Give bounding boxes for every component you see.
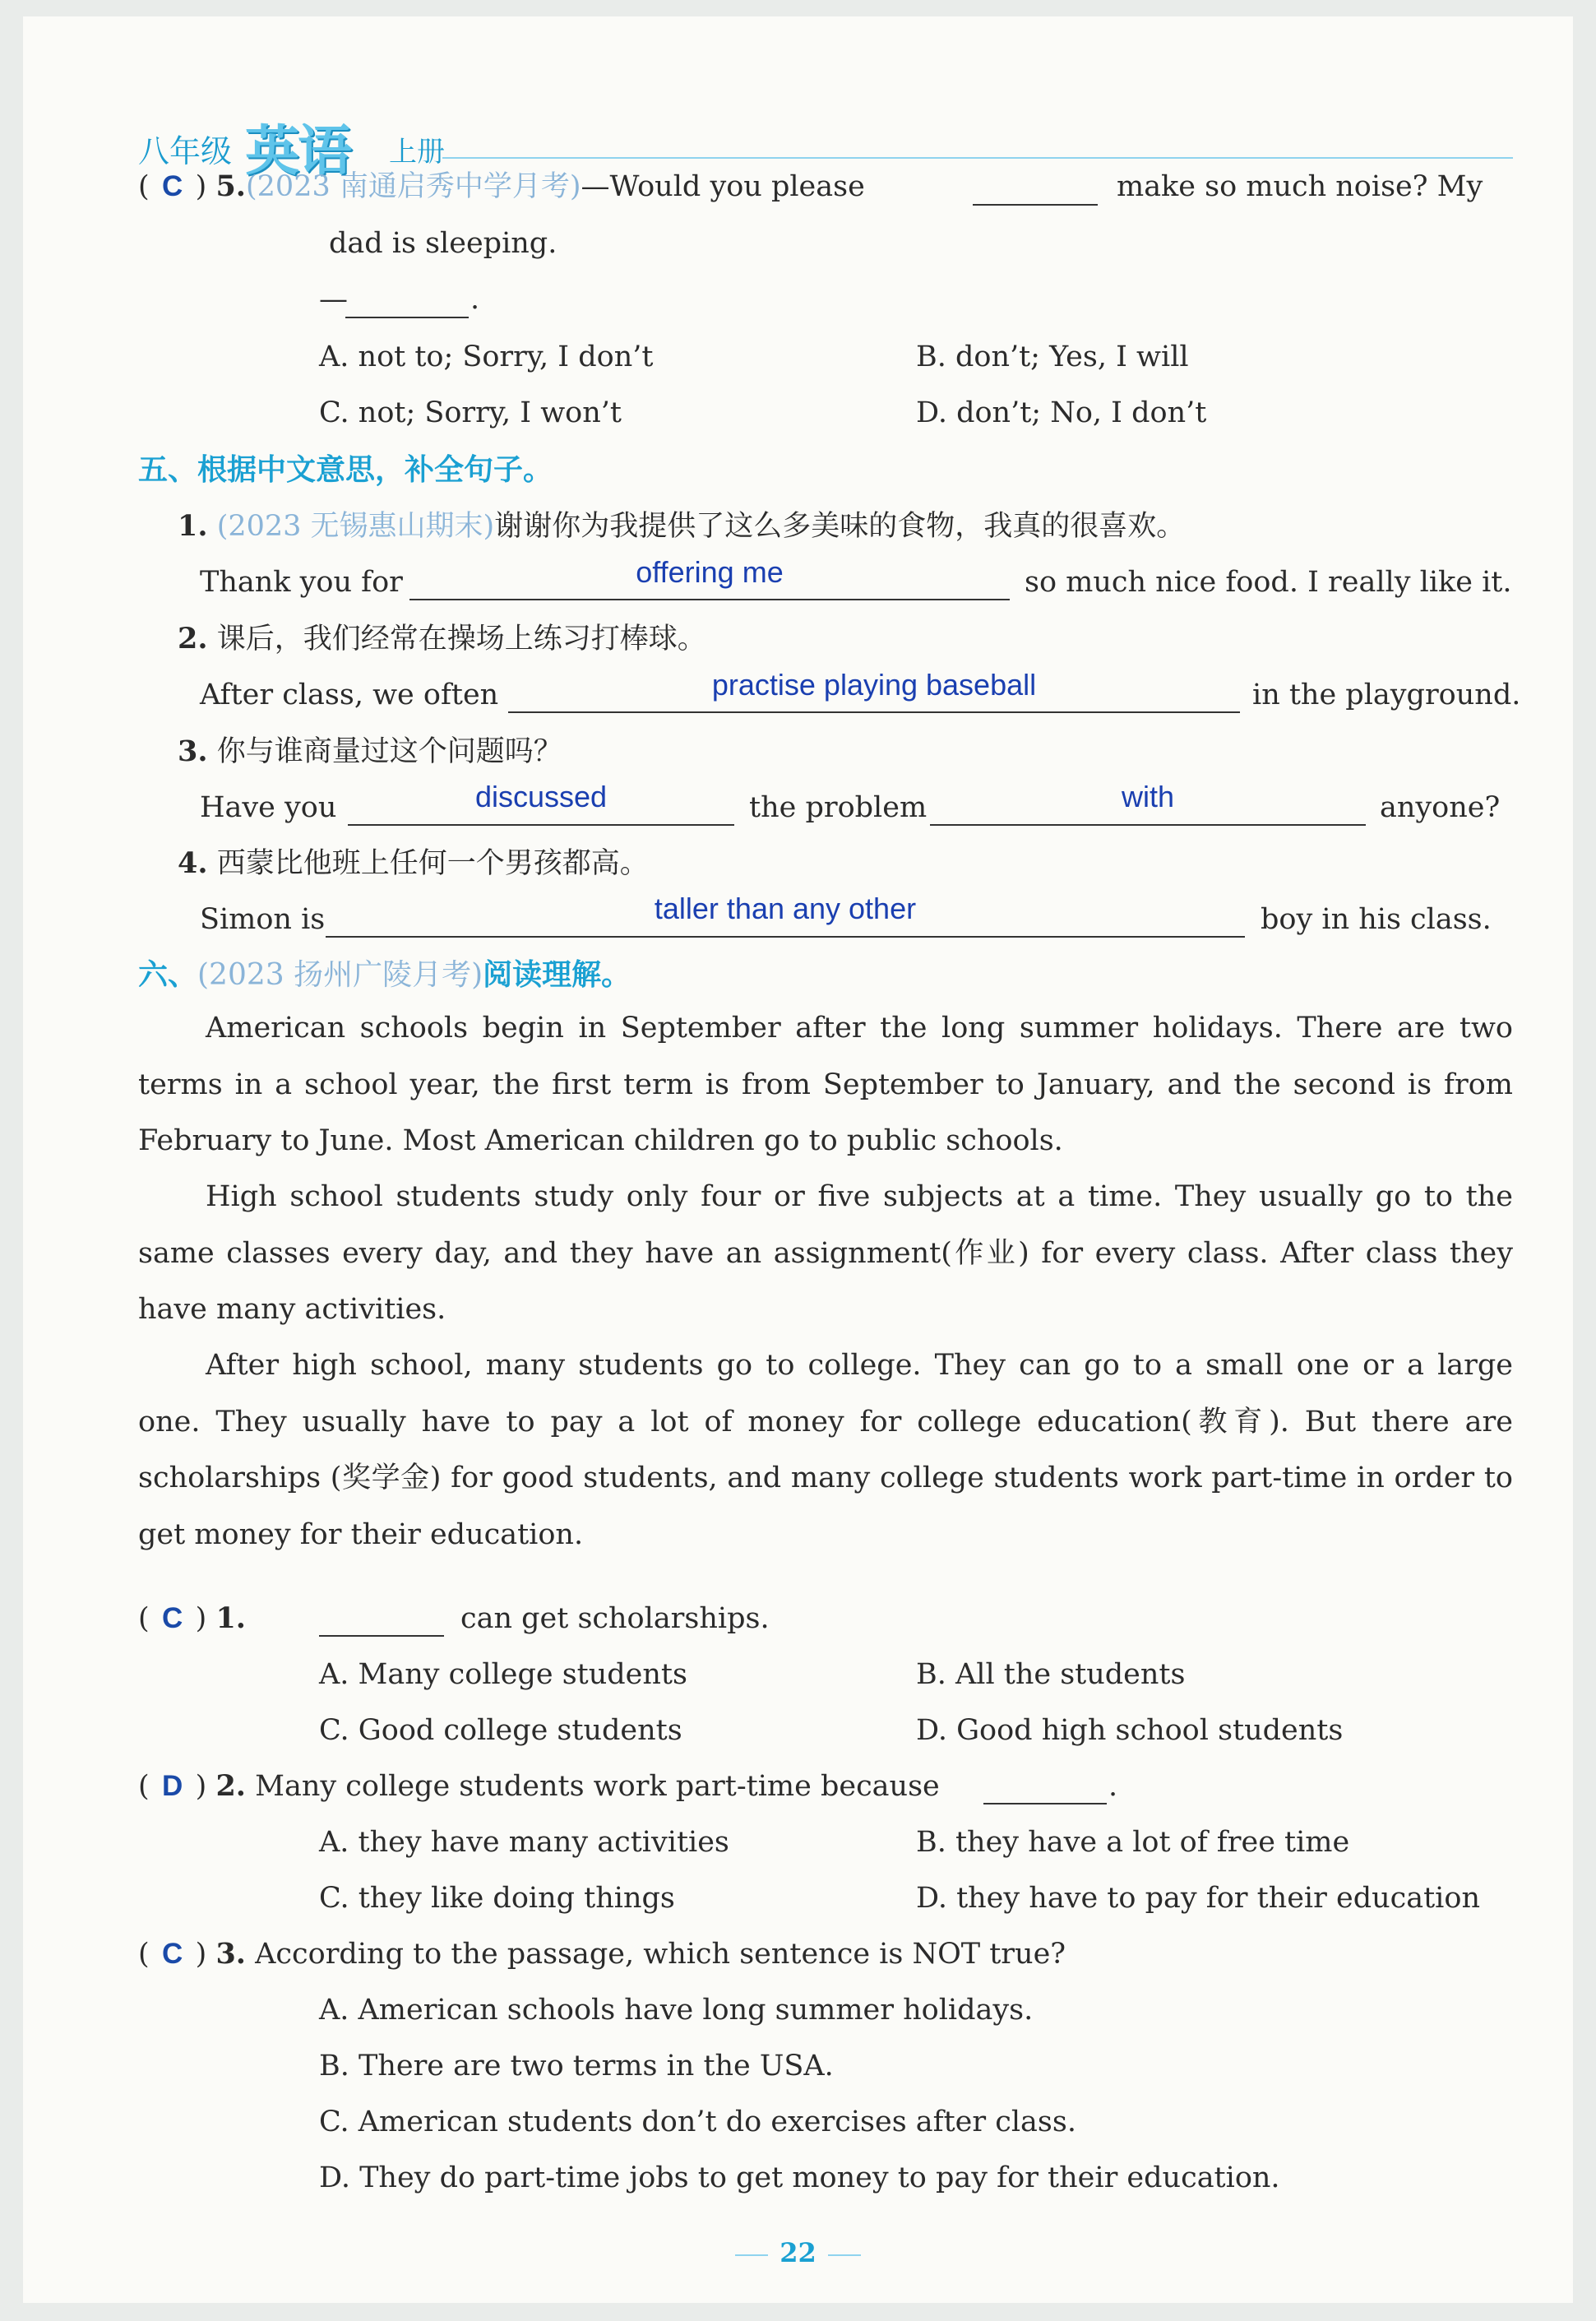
footer-dash-right bbox=[828, 2254, 861, 2256]
q5-option-d: D. don’t; No, I don’t bbox=[916, 396, 1207, 429]
s5-q2-en-a: After class, we often bbox=[200, 679, 499, 711]
s5-q3-blank-2 bbox=[930, 824, 1366, 826]
r-q1-blank bbox=[319, 1635, 444, 1637]
worksheet-page bbox=[23, 16, 1573, 2303]
s5-q4-blank bbox=[326, 936, 1245, 938]
s5-q2-number: 2. bbox=[178, 622, 208, 656]
r-q2-option-c: C. they like doing things bbox=[319, 1882, 675, 1915]
s5-q2-cn-line bbox=[178, 621, 706, 657]
r-q1-option-b: B. All the students bbox=[916, 1658, 1186, 1691]
s5-q2-blank bbox=[508, 711, 1240, 713]
r-q3-option-c: C. American students don’t do exercises after class. bbox=[319, 2106, 1076, 2138]
r-q2-period: . bbox=[1108, 1770, 1118, 1803]
s5-q1-en-b: so much nice food. I really like it. bbox=[1025, 566, 1512, 599]
r-q3-answer: C bbox=[162, 1938, 183, 1970]
r-q2-option-a: A. they have many activities bbox=[319, 1826, 729, 1859]
r-q3-option-b: B. There are two terms in the USA. bbox=[319, 2050, 834, 2082]
s5-q1-en-a: Thank you for bbox=[200, 566, 403, 599]
footer-dash-left bbox=[735, 2254, 768, 2256]
section6-title-b: 阅读理解。 bbox=[483, 958, 631, 992]
q5-source: (2023 南通启秀中学月考) bbox=[246, 170, 581, 203]
s5-q3-en-mid: the problem bbox=[749, 791, 928, 824]
q5-reply-period: . bbox=[470, 283, 480, 316]
q5-option-c: C. not; Sorry, I won’t bbox=[319, 396, 622, 429]
header-grade: 八年级 bbox=[138, 133, 233, 169]
s5-q1-cn: 谢谢你为我提供了这么多美味的食物，我真的很喜欢。 bbox=[494, 510, 1186, 543]
s5-q4-fill: taller than any other bbox=[654, 892, 917, 925]
page-header bbox=[138, 103, 1513, 183]
q5-answer: C bbox=[162, 170, 183, 202]
s5-q4-en-a: Simon is bbox=[200, 903, 326, 936]
r-q3-stem: According to the passage, which sentence is NOT true? bbox=[255, 1938, 1066, 1971]
r-q3-option-a: A. American schools have long summer holidays. bbox=[319, 1994, 1034, 2027]
r-q2-option-d: D. they have to pay for their education bbox=[916, 1882, 1480, 1915]
s5-q3-fill-2: with bbox=[1121, 780, 1175, 813]
r-q2-answer: D bbox=[162, 1770, 183, 1802]
r-q2-number: 2. bbox=[215, 1769, 246, 1803]
r-q1-option-d: D. Good high school students bbox=[916, 1714, 1344, 1747]
section6-title-a: 六、 bbox=[138, 958, 198, 992]
s5-q3-en-b: anyone? bbox=[1380, 791, 1501, 824]
header-subject: 英语 bbox=[245, 119, 350, 183]
r-q3-number: 3. bbox=[215, 1937, 246, 1971]
r-q3-stem-line: ( C ) 3. According to the passage, which sentence is NOT true? bbox=[138, 1937, 1066, 1971]
r-q1-option-a: A. Many college students bbox=[319, 1658, 687, 1691]
s5-q1-fill: offering me bbox=[636, 555, 784, 589]
page-number: 22 bbox=[779, 2237, 817, 2268]
s5-q2-en-b: in the playground. bbox=[1252, 679, 1521, 711]
q5-blank-1 bbox=[973, 204, 1098, 206]
q5-blank-2 bbox=[345, 317, 469, 318]
s5-q3-cn-line bbox=[178, 734, 562, 770]
s5-q4-number: 4. bbox=[178, 846, 208, 880]
s5-q3-cn: 你与谁商量过这个问题吗？ bbox=[216, 735, 562, 768]
page-footer bbox=[23, 2237, 1573, 2268]
s5-q1-cn-line bbox=[178, 508, 1185, 544]
s5-q1-blank bbox=[409, 599, 1010, 600]
section5-title: 五、根据中文意思，补全句子。 bbox=[138, 453, 553, 487]
s5-q1-number: 1. bbox=[178, 509, 208, 543]
q5-stem-line: ( C ) 5.(2023 南通启秀中学月考)—Would you please bbox=[138, 169, 865, 203]
passage-paragraph-2: High school students study only four or five subjects at a time. They usually go to the same classes every day, and they have an assignment(作业) for every class. After class they have many activities. bbox=[138, 1180, 1513, 1326]
s5-q4-cn-line bbox=[178, 845, 649, 882]
s5-q4-en-b: boy in his class. bbox=[1261, 903, 1492, 936]
r-q1-stem-line: ( C ) 1. bbox=[138, 1601, 246, 1635]
r-q1-option-c: C. Good college students bbox=[319, 1714, 682, 1747]
s5-q3-blank-1 bbox=[348, 824, 734, 826]
q5-number: 5. bbox=[215, 169, 246, 203]
header-volume: 上册 bbox=[389, 136, 445, 169]
section6-title bbox=[138, 957, 631, 994]
q5-stem-a: —Would you please bbox=[581, 170, 865, 203]
q5-stem-b: make so much noise? My bbox=[1117, 170, 1483, 203]
q5-option-a: A. not to; Sorry, I don’t bbox=[319, 341, 654, 373]
r-q3-option-d: D. They do part-time jobs to get money to pay for their education. bbox=[319, 2161, 1280, 2194]
q5-stem-c: dad is sleeping. bbox=[329, 227, 557, 260]
passage-paragraph-3: After high school, many students go to college. They can go to a small one or a large one. They usually have to pay a lot of money for college education(教育). But there are scholarships (奖学金) for good students, and many college students work part-time in order to get money for their education. bbox=[138, 1349, 1513, 1551]
r-q1-answer: C bbox=[162, 1602, 183, 1634]
q5-reply: — bbox=[319, 283, 348, 316]
s5-q4-cn: 西蒙比他班上任何一个男孩都高。 bbox=[216, 847, 649, 880]
s5-q2-fill: practise playing baseball bbox=[711, 668, 1037, 702]
s5-q3-en-a: Have you bbox=[200, 791, 337, 824]
s5-q1-source: (2023 无锡惠山期末) bbox=[216, 510, 495, 543]
section6-source: (2023 扬州广陵月考) bbox=[197, 958, 483, 992]
passage-paragraph-1: American schools begin in September after the long summer holidays. There are two terms in a school year, the first term is from September to January, and the second is from February to June. Most American children go to public schools. bbox=[138, 1012, 1513, 1157]
r-q2-option-b: B. they have a lot of free time bbox=[916, 1826, 1350, 1859]
r-q1-stem: can get scholarships. bbox=[460, 1602, 770, 1635]
r-q2-stem-line: ( D ) 2. Many college students work part-time because bbox=[138, 1769, 940, 1803]
s5-q3-fill: discussed bbox=[474, 780, 608, 813]
r-q2-stem: Many college students work part-time because bbox=[255, 1770, 940, 1803]
s5-q2-cn: 课后，我们经常在操场上练习打棒球。 bbox=[216, 623, 706, 656]
q5-option-b: B. don’t; Yes, I will bbox=[916, 341, 1189, 373]
header-rule bbox=[442, 157, 1513, 159]
s5-q3-number: 3. bbox=[178, 734, 208, 768]
r-q1-number: 1. bbox=[215, 1601, 246, 1635]
r-q2-blank bbox=[983, 1803, 1107, 1804]
